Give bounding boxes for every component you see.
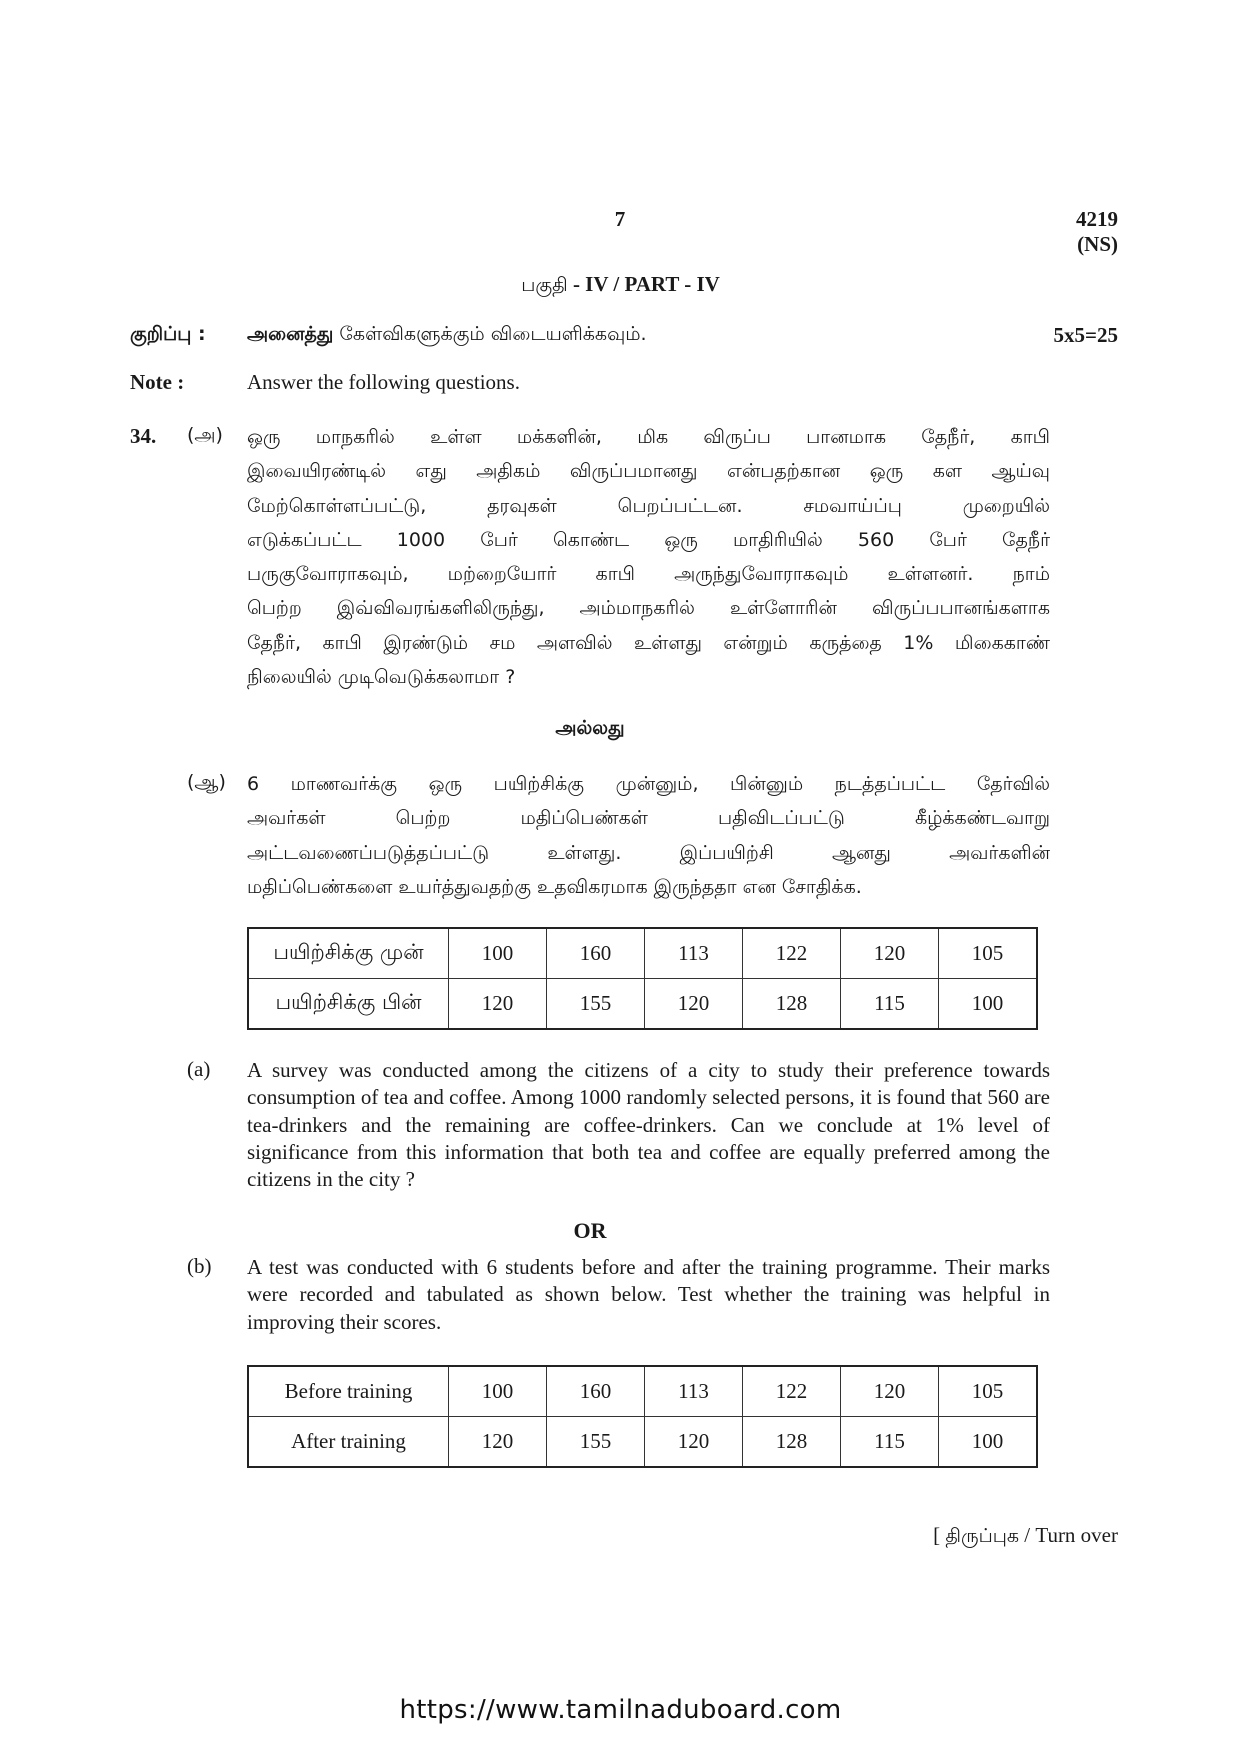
- note-label-tamil: குறிப்பு :: [130, 323, 206, 345]
- tamil-a-line: இவையிரண்டில் எது அதிகம் விருப்பமானது என்பதற்கான ஒரு கள ஆய்வு: [247, 460, 1050, 483]
- part-title-english: - IV / PART - IV: [567, 272, 720, 296]
- table-cell: 128: [743, 979, 841, 1030]
- table-cell: 120: [841, 928, 939, 979]
- tamil-a-line: மேற்கொள்ளப்பட்டு, தரவுகள் பெறப்பட்டன. சமவாய்ப்பு முறையில்: [247, 494, 1050, 517]
- table-row: [248, 1417, 1037, 1468]
- marks-allotment: 5x5=25: [1053, 323, 1118, 347]
- note-label-english: Note :: [130, 370, 185, 394]
- english-a-label: (a): [187, 1057, 211, 1081]
- tamil-b-line: அவர்கள் பெற்ற மதிப்பெண்கள் பதிவிடப்பட்டு கீழ்க்கண்டவாறு: [247, 807, 1050, 830]
- tamil-b-label: (ஆ): [187, 771, 226, 793]
- table-cell: 120: [645, 1417, 743, 1468]
- or-separator-english: OR: [573, 1218, 607, 1243]
- tamil-b-line: மதிப்பெண்களை உயர்த்துவதற்கு உதவிகரமாக இருந்ததா என சோதிக்க.: [247, 875, 862, 898]
- table-cell: 105: [939, 1366, 1038, 1417]
- tamil-a-line: பெற்ற இவ்விவரங்களிலிருந்து, அம்மாநகரில் உள்ளோரின் விருப்பபானங்களாக: [247, 597, 1050, 620]
- note-text-english: Answer the following questions.: [247, 370, 520, 394]
- table-cell: 100: [449, 1366, 547, 1417]
- table-cell: 155: [547, 1417, 645, 1468]
- tamil-a-line: ஒரு மாநகரில் உள்ள மக்களின், மிக விருப்ப பானமாக தேநீர், காபி: [247, 426, 1050, 448]
- table-cell: 120: [449, 1417, 547, 1468]
- part-title-tamil: பகுதி: [521, 274, 568, 296]
- tamil-b-paragraph: [247, 767, 1050, 904]
- note-rest: கேள்விகளுக்கும் விடையளிக்கவும்.: [339, 323, 647, 345]
- english-b-label: (b): [187, 1254, 212, 1278]
- table-cell: 120: [841, 1366, 939, 1417]
- table-cell: 122: [743, 928, 841, 979]
- tamil-a-line: எடுக்கப்பட்ட 1000 பேர் கொண்ட ஒரு மாதிரியில் 560 பேர் தேநீர்: [247, 528, 1050, 551]
- tamil-a-line: நிலையில் முடிவெடுக்கலாமா ?: [247, 666, 516, 689]
- note-text-tamil: [247, 323, 647, 348]
- table-cell: 122: [743, 1366, 841, 1417]
- tamil-a-paragraph: [247, 420, 1050, 694]
- tamil-a-line: தேநீர், காபி இரண்டும் சம அளவில் உள்ளது என்றும் கருத்தை 1% மிகைகாண்: [247, 631, 1050, 654]
- english-a-paragraph: A survey was conducted among the citizens of a city to study their preference towards consumption of tea and coffee. Among 1000 randomly selected persons, it is found that 560 are tea-drinkers and the remaining are coffee-drinkers. Can we conclude at 1% level of significance from this information that both tea and coffee are equally preferred among the citizens in the city ?: [247, 1058, 1050, 1192]
- turn-over-english: / Turn over: [1019, 1523, 1118, 1547]
- table-row: [248, 979, 1037, 1030]
- row-header: பயிற்சிக்கு முன்: [248, 928, 449, 979]
- table-cell: 115: [841, 979, 939, 1030]
- table-cell: 160: [547, 1366, 645, 1417]
- note-bold-word: அனைத்து: [247, 323, 334, 345]
- table-cell: 155: [547, 979, 645, 1030]
- table-cell: 113: [645, 928, 743, 979]
- table-cell: 128: [743, 1417, 841, 1468]
- page-number: 7: [614, 207, 626, 231]
- row-header: Before training: [248, 1366, 449, 1417]
- table-cell: 115: [841, 1417, 939, 1468]
- or-separator-tamil: அல்லது: [555, 717, 625, 739]
- table-row: [248, 1366, 1037, 1417]
- paper-code: 4219 (NS): [1076, 207, 1118, 256]
- table-cell: 100: [939, 1417, 1038, 1468]
- tamil-a-label: (அ): [187, 424, 223, 446]
- table-cell: 120: [449, 979, 547, 1030]
- table-cell: 100: [449, 928, 547, 979]
- table-cell: 105: [939, 928, 1038, 979]
- row-header: பயிற்சிக்கு பின்: [248, 979, 449, 1030]
- turn-over-note: [880, 1523, 1118, 1550]
- tamil-b-line: 6 மாணவர்க்கு ஒரு பயிற்சிக்கு முன்னும், பின்னும் நடத்தப்பட்ட தேர்வில்: [247, 773, 1050, 795]
- english-b-paragraph: A test was conducted with 6 students before and after the training programme. Their marks were recorded and tabulated as shown below. Test whether the training was helpful in improving their scores.: [247, 1255, 1050, 1334]
- tamil-a-line: பருகுவோராகவும், மற்றையோர் காபி அருந்துவோராகவும் உள்ளனர். நாம்: [247, 563, 1050, 586]
- table-cell: 113: [645, 1366, 743, 1417]
- table-cell: 120: [645, 979, 743, 1030]
- tamil-b-line: அட்டவணைப்படுத்தப்பட்டு உள்ளது. இப்பயிற்சி ஆனது அவர்களின்: [247, 841, 1050, 864]
- turn-over-tamil: திருப்புக: [945, 1525, 1020, 1547]
- marks-table-english: [247, 1365, 1038, 1468]
- part-title: [0, 272, 1241, 299]
- table-row: [248, 928, 1037, 979]
- marks-table-tamil: [247, 927, 1038, 1030]
- question-number: 34.: [130, 424, 157, 448]
- turn-over-bracket: [: [933, 1523, 946, 1547]
- row-header: After training: [248, 1417, 449, 1468]
- table-cell: 100: [939, 979, 1038, 1030]
- footer-url: https://www.tamilnaduboard.com: [399, 1695, 842, 1725]
- table-cell: 160: [547, 928, 645, 979]
